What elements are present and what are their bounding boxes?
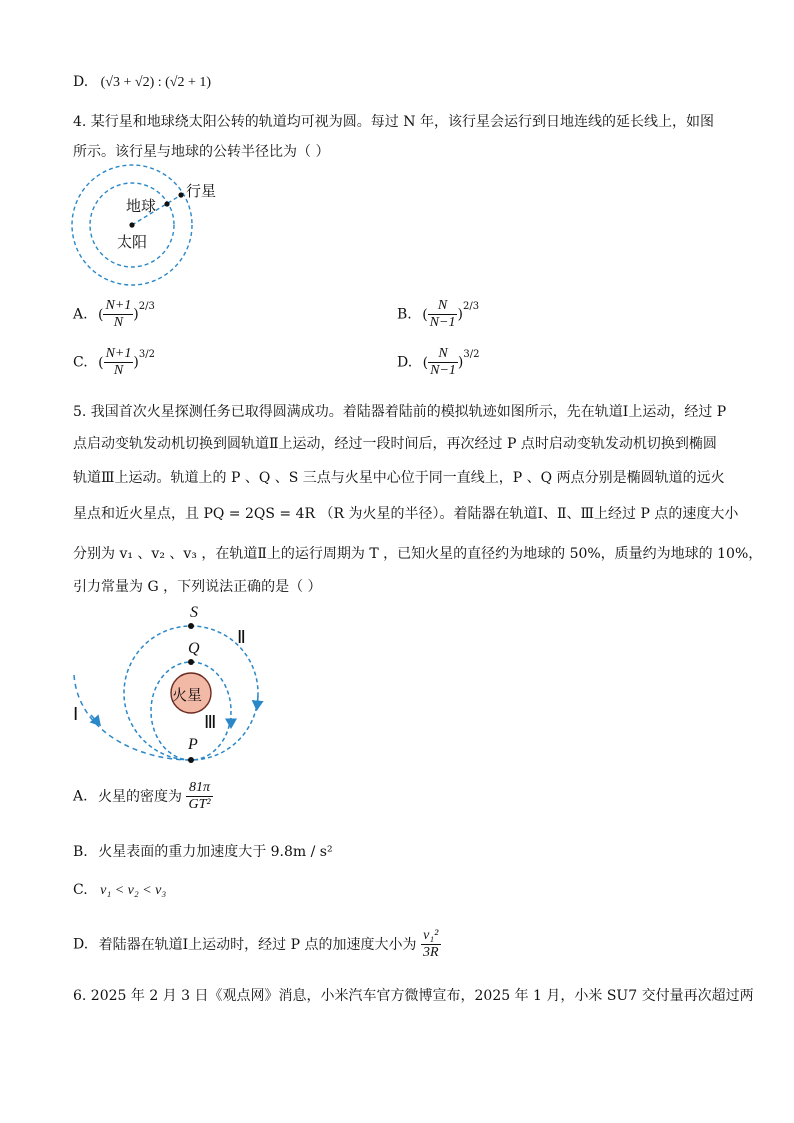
q5-option-d [73,928,441,961]
earth-dot [164,201,169,206]
q4-option-d: D. ( $\frac{N}{N-1}$ )$^{3/2}$ [397,346,480,378]
exponent-numerator: 2 [462,300,470,312]
exponent-denominator: 3 [148,300,155,312]
q4-option-c: C. ( $\frac{N+1}{N}$ )$^{3/2}$ [73,346,155,378]
label-orbit-i: Ⅰ [73,704,79,724]
point-s [188,623,194,629]
q5-option-c [73,880,166,901]
fraction-numerator: N+1 [105,346,132,361]
label-orbit-iii: Ⅲ [204,712,217,732]
q5-stem-line-3: 轨道Ⅲ上运动。轨道上的 P 、Q 、S 三点与火星中心位于同一直线上，P 、Q 两点分别是椭圆轨道的远火 [73,470,725,486]
q5-stem-line-1: 5. 我国首次火星探测任务已取得圆满成功。着陆器着陆前的模拟轨迹如图所示，先在轨道Ⅰ上运动，经过 P [73,404,727,420]
option-label: D. [397,354,413,371]
option-text: 着陆器在轨道Ⅰ上运动时，经过 P 点的加速度大小为 [98,936,417,953]
q3-option-d [73,72,211,93]
fraction-denominator: N [113,363,124,378]
point-q [188,659,194,665]
option-text: v₁ < v₂ < v₃ [100,883,167,898]
option-text: 火星表面的重力加速度大于 9.8m / s² [98,844,333,860]
q5-stem-line-5: 分别为 v₁ 、v₂ 、v₃ ，在轨道Ⅱ上的运行周期为 T ，已知火星的直径约为地球的 50%，质量约为地球的 10%， [73,546,763,562]
option-label: A. [73,306,88,323]
label-orbit-ii: Ⅱ [237,627,246,647]
fraction-denominator: GT² [188,797,211,812]
q4-stem-line-1: 4. 某行星和地球绕太阳公转的轨道均可视为圆。每过 N 年，该行星会运行到日地连线的延长线上，如图 [73,114,714,130]
exponent-denominator: 2 [473,348,480,360]
orbit-ii-arrow [257,696,258,708]
q4-option-a: A. ( $\frac{N+1}{N}$ )$^{2/3}$ [73,298,155,330]
option-label: C. [73,882,88,898]
label-p: P [188,736,198,753]
fraction-denominator: 3R [422,945,439,960]
fraction-denominator: N−1 [430,363,456,378]
label-mars: 火星 [172,686,203,704]
planet-dot [178,192,183,197]
exponent-denominator: 3 [472,300,480,312]
exponent-numerator: 3 [138,348,146,360]
q5-stem-line-6: 引力常量为 G ，下列说法正确的是（ ） [73,579,322,595]
q3-option-d-label: D. [73,74,89,90]
fraction-denominator: N [113,315,124,330]
q5-option-a [73,780,213,813]
q5-option-b [73,842,333,862]
q5-stem-line-4: 星点和近火星点，且 PQ = 2QS = 4R （R 为火星的半径）。着陆器在轨道Ⅰ、Ⅱ、Ⅲ上经过 P 点的速度大小 [73,506,739,522]
q4-option-b: B. ( $\frac{N}{N-1}$ )$^{2/3}$ [397,298,480,330]
fraction-numerator: 81π [186,780,212,797]
fraction-numerator: N+1 [105,298,132,313]
q6-stem-line-1: 6. 2025 年 2 月 3 日《观点网》消息，小米汽车官方微博宣布，2025 年 1 月，小米 SU7 交付量再次超过两 [73,988,754,1004]
exponent-numerator: 3 [463,348,470,360]
option-label: B. [73,844,88,860]
label-q: Q [188,640,200,657]
option-text: 火星的密度为 [98,788,183,805]
fraction-numerator: N [428,298,458,315]
option-label: C. [73,354,88,371]
exponent-numerator: 2 [138,300,146,312]
q5-stem-line-2: 点启动变轨发动机切换到圆轨道Ⅱ上运动，经过一段时间后，再次经过 P 点时启动变轨发动机切换到椭圆 [73,436,717,452]
label-sun: 太阳 [117,233,148,251]
fraction-numerator: v₁² [421,928,441,945]
fraction-numerator: N [428,346,458,363]
q3-option-d-expression: (√3 + √2) : (√2 + 1) [100,75,212,90]
label-planet: 行星 [186,182,217,200]
fraction-denominator: N−1 [429,315,456,330]
point-p [188,757,194,763]
label-earth: 地球 [126,197,157,215]
option-label: A. [73,788,88,805]
label-s: S [190,604,198,621]
q4-stem-line-2: 所示。该行星与地球的公转半径比为（ ） [73,144,330,160]
sun-dot [129,222,134,227]
option-label: B. [397,306,412,323]
exponent-denominator: 2 [148,348,155,360]
option-label: D. [73,936,89,953]
